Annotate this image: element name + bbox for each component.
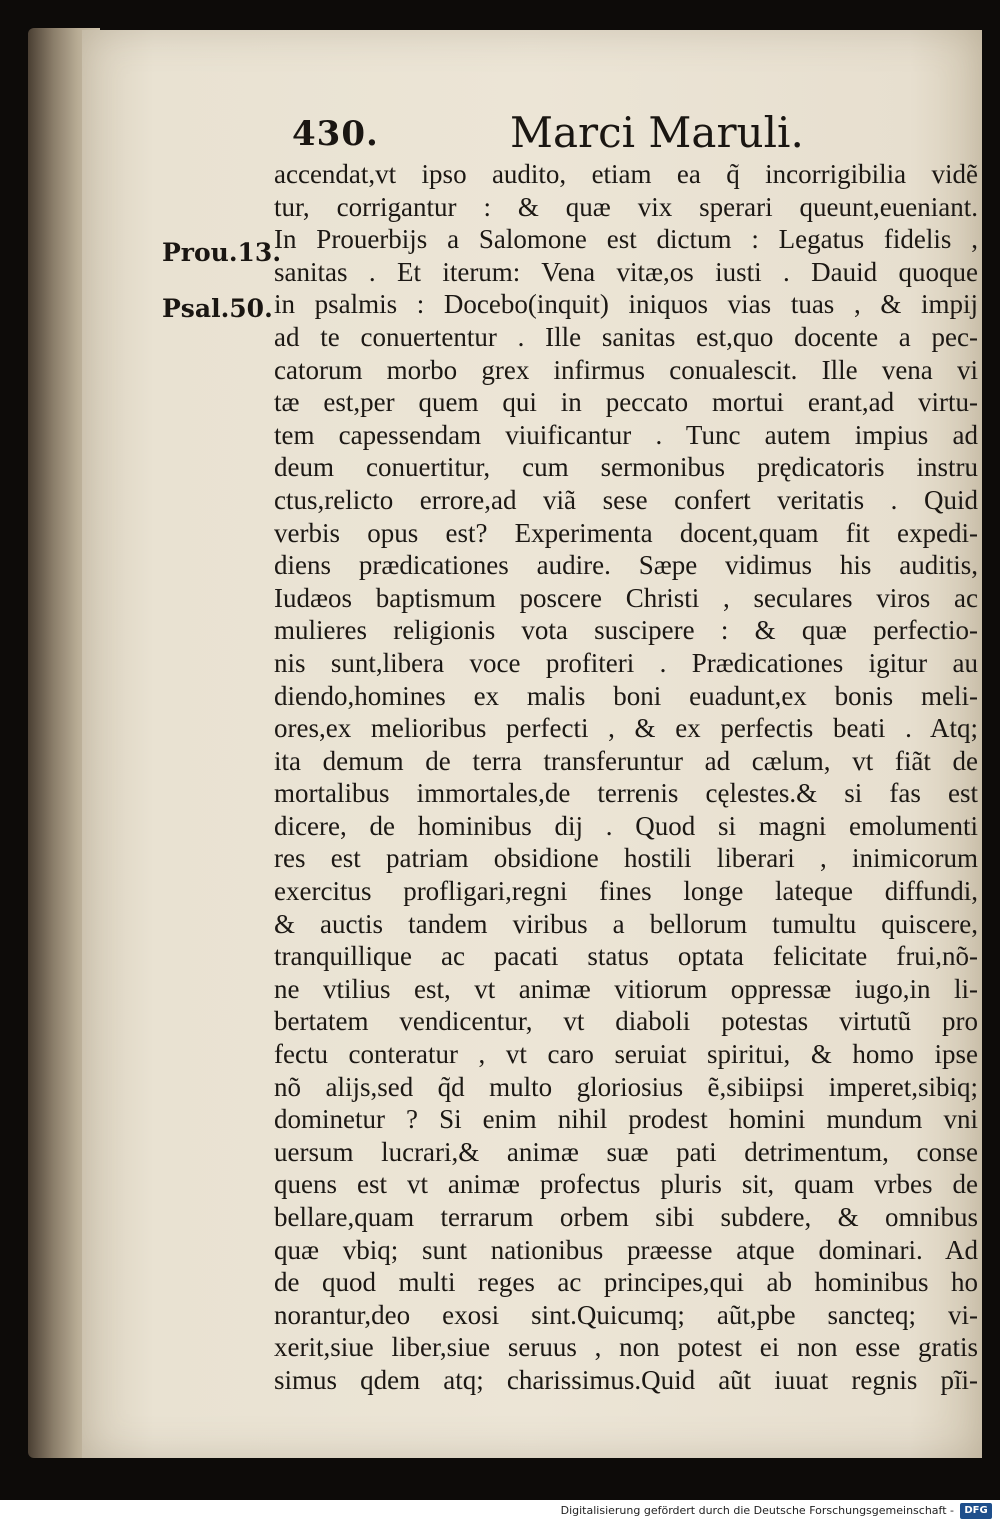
marginal-note-psalms: Psal.50. bbox=[162, 294, 273, 323]
body-text bbox=[274, 158, 978, 1397]
text-line: catorum morbo grex infirmus conualescit. Ille vena vi bbox=[274, 354, 978, 385]
text-line: res est patriam obsidione hostili liberari , inimicorum bbox=[274, 843, 978, 874]
text-line: accendat,vt ipso audito, etiam ea q̃ incorrigibilia vidẽ bbox=[274, 159, 978, 189]
text-line: nõ alijs,sed q̃d multo gloriosius ẽ,sibiipsi imperet,sibiq; bbox=[274, 1071, 978, 1102]
text-line: tæ est,per quem qui in peccato mortui erant,ad virtu- bbox=[274, 387, 978, 418]
text-line: bellare,quam terrarum orbem sibi subdere, & omnibus bbox=[274, 1202, 978, 1232]
text-line: bertatem vendicentur, vt diaboli potestas virtutũ pro bbox=[274, 1006, 978, 1037]
marginal-note-proverbs: Prou.13. bbox=[162, 238, 282, 267]
text-line: in psalmis : Docebo(inquit) iniquos vias tuas , & impij bbox=[274, 289, 978, 320]
text-line: ores,ex melioribus perfecti , & ex perfectis beati . Atq; bbox=[274, 713, 978, 744]
dfg-logo: DFG bbox=[960, 1503, 992, 1519]
text-line: sanitas . Et iterum: Vena vitæ,os iusti . Dauid quoque bbox=[274, 256, 978, 287]
text-line: ita demum de terra transferuntur ad cælum, vt fiãt de bbox=[274, 745, 978, 776]
text-line: xerit,siue liber,siue seruus , non potest ei non esse gratis bbox=[274, 1332, 978, 1363]
text-line: diens prædicationes audire. Sæpe vidimus his auditis, bbox=[274, 550, 978, 581]
page-number: 430. bbox=[292, 114, 379, 154]
text-line: fectu conteratur , vt caro seruiat spiritui, & homo ipse bbox=[274, 1039, 978, 1070]
text-line: dominetur ? Si enim nihil prodest homini mundum vni bbox=[274, 1104, 978, 1135]
text-line: quæ vbiq; sunt nationibus præesse atque dominari. Ad bbox=[274, 1234, 978, 1265]
text-line: In Prouerbijs a Salomone est dictum : Legatus fidelis , bbox=[274, 224, 978, 255]
text-line: ctus,relicto errore,ad viã sese confert veritatis . Quid bbox=[274, 484, 978, 515]
text-line: tur, corrigantur : & quæ vix sperari queunt,eueniant. bbox=[274, 191, 978, 222]
text-line: mulieres religionis vota suscipere : & quæ perfectio- bbox=[274, 615, 978, 646]
text-line: Iudæos baptismum poscere Christi , seculares viros ac bbox=[274, 582, 978, 613]
text-line: exercitus profligari,regni fines longe lateque diffundi, bbox=[274, 876, 978, 907]
text-line: ne vtilius est, vt animæ vitiorum oppressæ iugo,in li- bbox=[274, 973, 978, 1004]
book-page bbox=[82, 30, 982, 1458]
text-line: quens est vt animæ profectus pluris sit, quam vrbes de bbox=[274, 1169, 978, 1200]
text-line: tem capessendam viuificantur . Tunc autem impius ad bbox=[274, 419, 978, 450]
text-line: ad te conuertentur . Ille sanitas est,quo docente a pec- bbox=[274, 321, 978, 352]
text-line: uersum lucrari,& animæ suæ pati detrimentum, conse bbox=[274, 1136, 978, 1167]
running-title: Marci Maruli. bbox=[510, 108, 804, 157]
text-line: de quod multi reges ac principes,qui ab hominibus ho bbox=[274, 1267, 978, 1298]
text-line: tranquillique ac pacati status optata felicitate frui,nõ- bbox=[274, 941, 978, 972]
text-line: simus qdem atq; charissimus.Quid aũt iuuat regnis pĩi- bbox=[274, 1364, 978, 1395]
text-line: deum conuertitur, cum sermonibus prędicatoris instru bbox=[274, 452, 978, 483]
text-line: diendo,homines ex malis boni euadunt,ex bonis meli- bbox=[274, 680, 978, 711]
text-line: & auctis tandem viribus a bellorum tumultu quiscere, bbox=[274, 908, 978, 939]
text-line: verbis opus est? Experimenta docent,quam fit expedi- bbox=[274, 517, 978, 548]
text-line: mortalibus immortales,de terrenis cęlestes.& si fas est bbox=[274, 778, 978, 809]
text-line: norantur,deo exosi sint.Quicumq; aũt,pbe sancteq; vi- bbox=[274, 1299, 978, 1330]
text-line: dicere, de hominibus dij . Quod si magni emolumenti bbox=[274, 810, 978, 841]
text-line: nis sunt,libera voce profiteri . Prædicationes igitur au bbox=[274, 647, 978, 678]
footer-bar bbox=[0, 1500, 1000, 1524]
footer-credit: Digitalisierung gefördert durch die Deutsche Forschungsgemeinschaft - bbox=[560, 1504, 954, 1517]
